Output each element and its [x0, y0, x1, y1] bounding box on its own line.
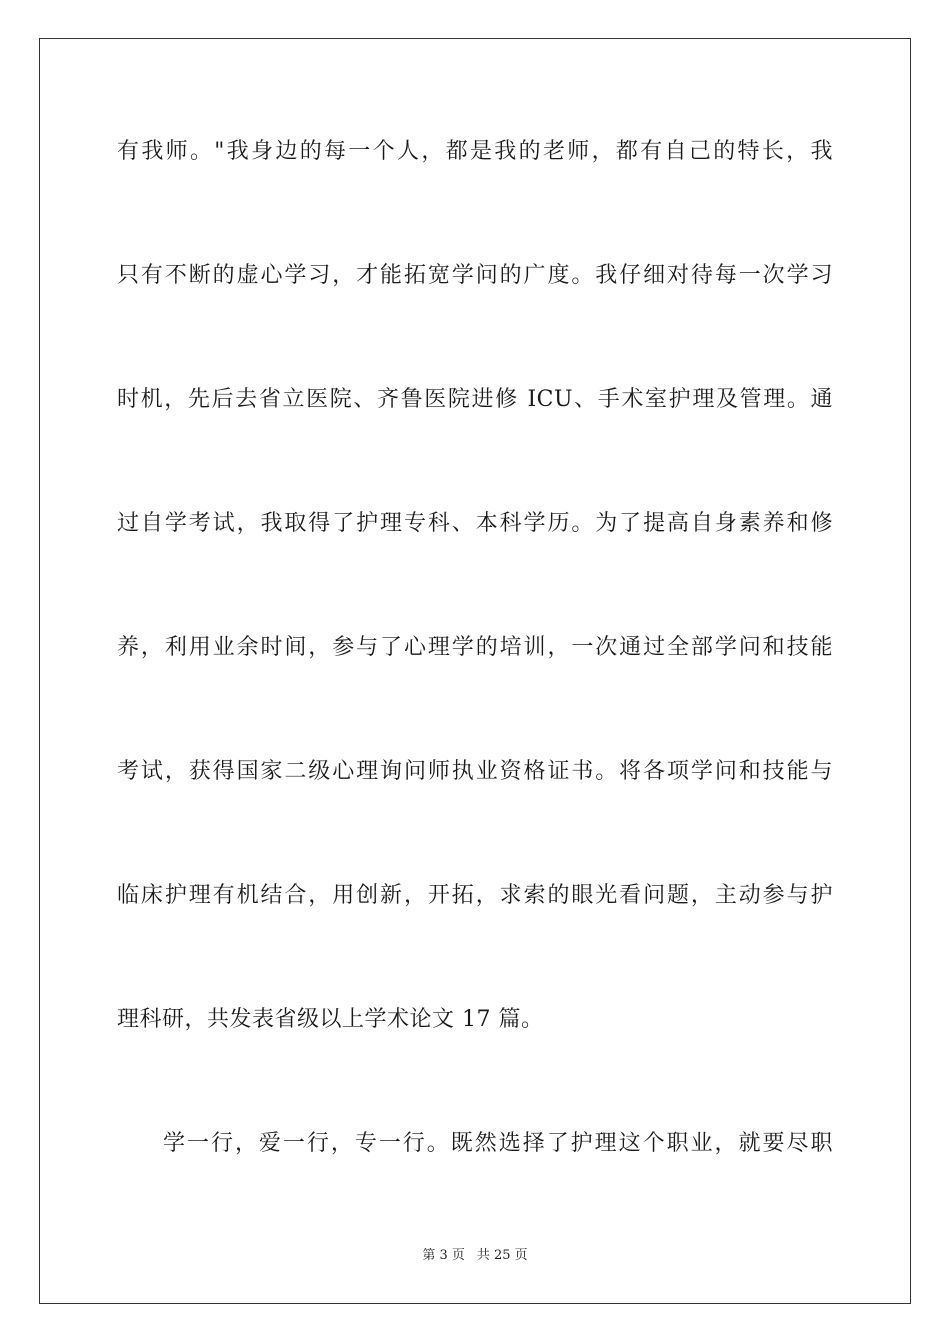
- page-footer: [0, 1247, 950, 1265]
- body-line-1: 有我师。"我身边的每一个人，都是我的老师，都有自己的特长，我: [117, 139, 833, 164]
- body-line-9: 学一行，爱一行，专一行。既然选择了护理这个职业，就要尽职: [163, 1131, 833, 1156]
- body-line-6: 考试，获得国家二级心理询问师执业资格证书。将各项学问和技能与: [117, 759, 833, 784]
- body-line-5: 养，利用业余时间，参与了心理学的培训，一次通过全部学问和技能: [117, 635, 833, 660]
- page-border: [39, 38, 911, 1304]
- body-line-7: 临床护理有机结合，用创新，开拓，求索的眼光看问题，主动参与护: [117, 883, 833, 908]
- body-line-4: 过自学考试，我取得了护理专科、本科学历。为了提高自身素养和修: [117, 511, 833, 536]
- body-line-2: 只有不断的虚心学习，才能拓宽学问的广度。我仔细对待每一次学习: [117, 263, 833, 288]
- body-line-8: 理科研，共发表省级以上学术论文 17 篇。: [117, 1007, 544, 1032]
- page-number: 第 3 页: [422, 1248, 465, 1263]
- page-total: 共 25 页: [476, 1248, 528, 1263]
- body-line-3: 时机，先后去省立医院、齐鲁医院进修 ICU、手术室护理及管理。通: [117, 387, 833, 412]
